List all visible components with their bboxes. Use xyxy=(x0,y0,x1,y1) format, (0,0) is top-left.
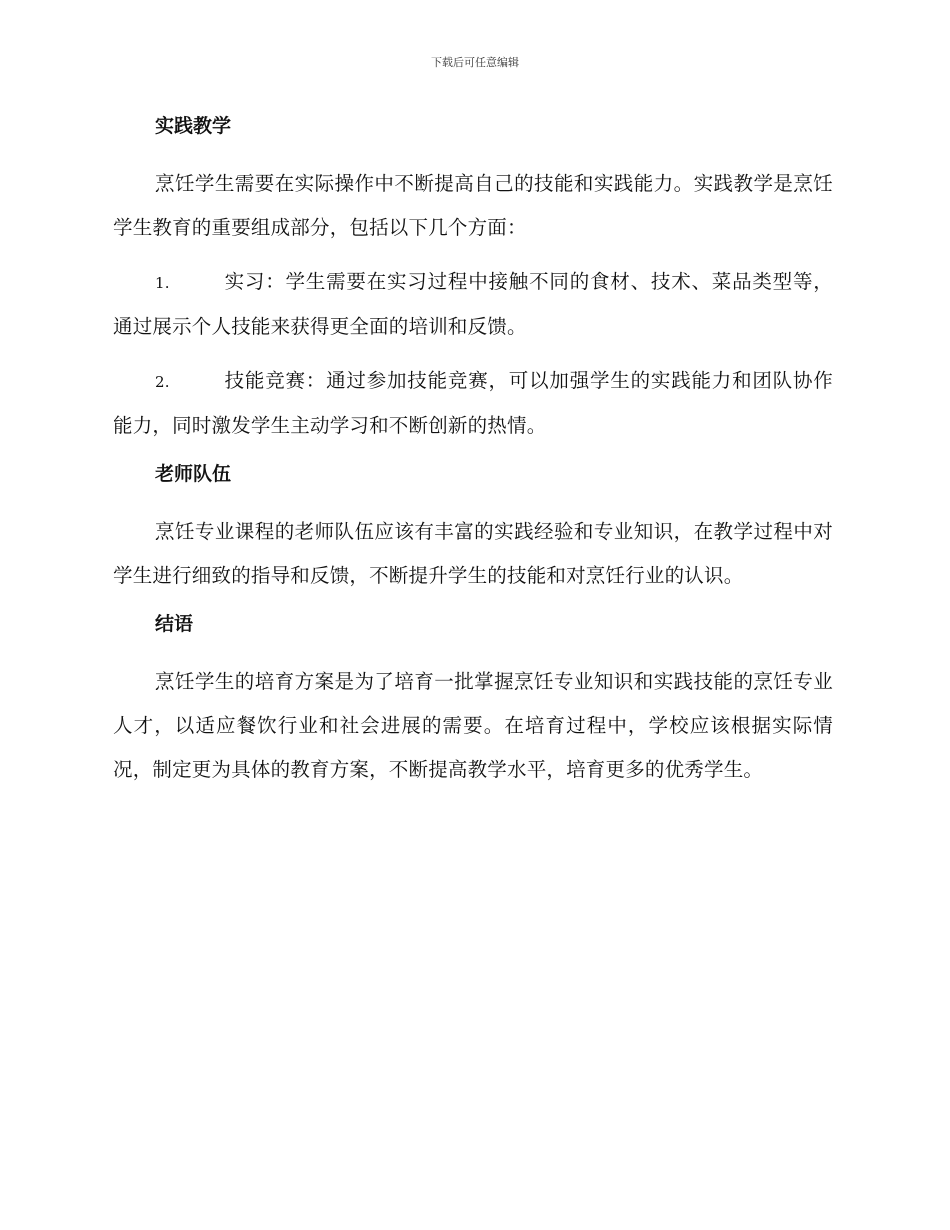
practice-intro-paragraph: 烹饪学生需要在实际操作中不断提高自己的技能和实践能力。实践教学是烹饪学生教育的重要组成部分，包括以下几个方面： xyxy=(113,172,833,239)
document-body xyxy=(113,110,833,802)
conclusion-paragraph: 烹饪学生的培育方案是为了培育一批掌握烹饪专业知识和实践技能的烹饪专业人才，以适应餐饮行业和社会进展的需要。在培育过程中，学校应该根据实际情况，制定更为具体的教育方案，不断提高教学水平，培育更多的优秀学生。 xyxy=(113,670,833,781)
section-title-conclusion: 结语 xyxy=(155,613,194,635)
practice-list-item-1 xyxy=(113,260,833,349)
list-number: 2. xyxy=(155,373,170,391)
list-number: 1. xyxy=(155,274,170,292)
section-title-teachers: 老师队伍 xyxy=(155,463,232,485)
list-item-text: 技能竞赛：通过参加技能竞赛，可以加强学生的实践能力和团队协作能力，同时激发学生主动学习和不断创新的热情。 xyxy=(113,369,833,437)
section-title-practice: 实践教学 xyxy=(155,115,232,137)
practice-list-item-2 xyxy=(113,359,833,448)
list-item-text: 实习：学生需要在实习过程中接触不同的食材、技术、菜品类型等，通过展示个人技能来获得更全面的培训和反馈。 xyxy=(113,270,833,338)
teachers-paragraph: 烹饪专业课程的老师队伍应该有丰富的实践经验和专业知识，在教学过程中对学生进行细致的指导和反馈，不断提升学生的技能和对烹饪行业的认识。 xyxy=(113,520,833,587)
page-header: 下载后可任意编辑 xyxy=(431,56,519,69)
